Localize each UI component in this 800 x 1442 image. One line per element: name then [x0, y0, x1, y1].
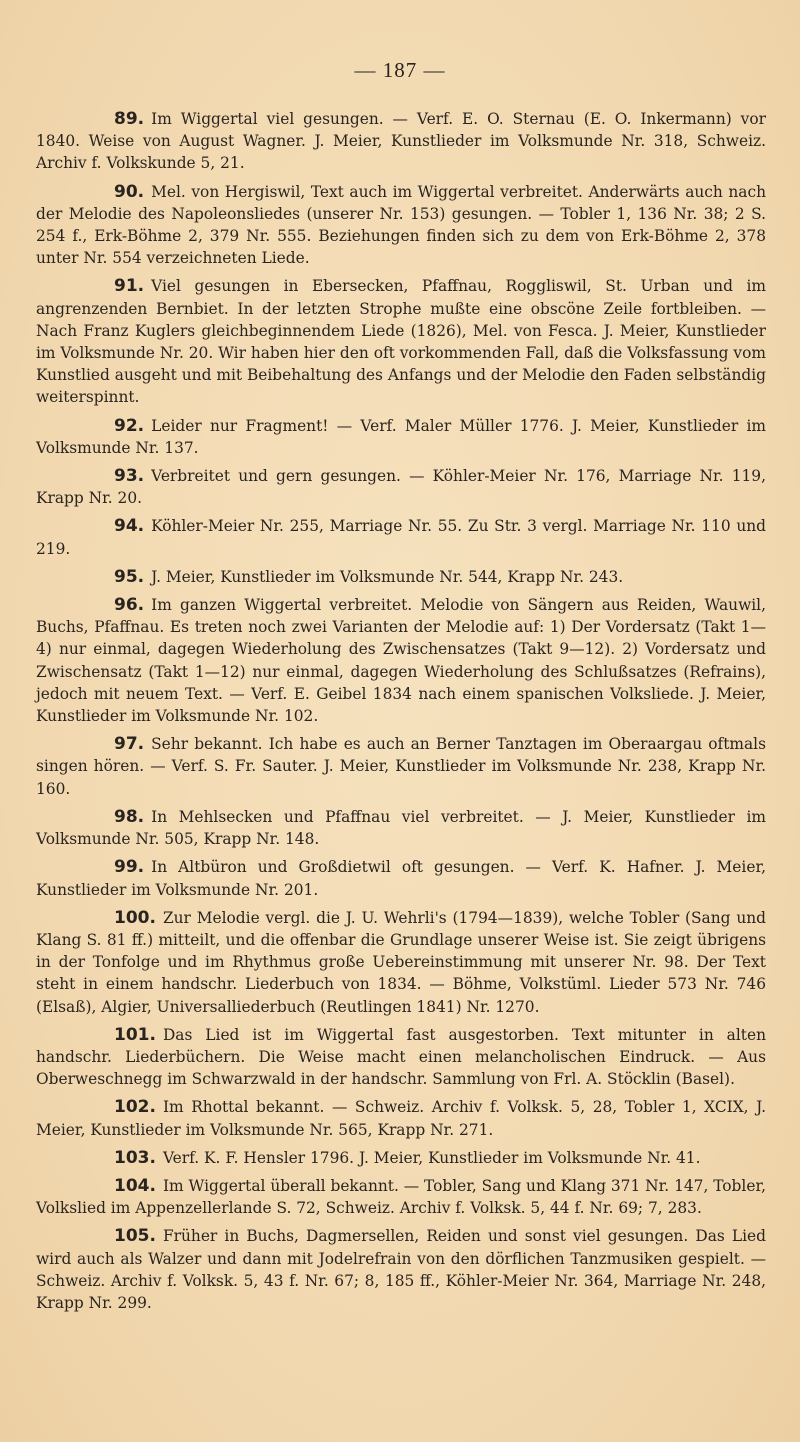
- note-entry: [36, 1147, 766, 1169]
- note-entry: [36, 415, 766, 459]
- note-entry: [36, 1096, 766, 1140]
- note-text: J. Meier, Kunstlieder im Volksmunde Nr. 544, Krapp Nr. 243.: [151, 567, 624, 586]
- note-text: Leider nur Fragment! — Verf. Maler Müller 1776. J. Meier, Kunstlieder im Volksmunde Nr. 137.: [36, 416, 766, 457]
- note-text: Das Lied ist im Wiggertal fast ausgestorben. Text mitunter in alten handschr. Liederbüchern. Die Weise macht einen melancholischen Eindruck. — Aus Oberweschnegg im Schwarzwald in der handschr. Sammlung von Frl. A. Stöcklin (Basel).: [36, 1025, 766, 1089]
- note-entry: [36, 594, 766, 727]
- note-text: In Mehlsecken und Pfaffnau viel verbreitet. — J. Meier, Kunstlieder im Volksmunde Nr. 505, Krapp Nr. 148.: [36, 807, 766, 849]
- note-entry: [36, 108, 766, 175]
- note-text: Im Rhottal bekannt. — Schweiz. Archiv f. Volksk. 5, 28, Tobler 1, XCIX, J. Meier, Kunstlieder im Volksmunde Nr. 565, Krapp Nr. 271.: [36, 1098, 766, 1139]
- note-text: Im ganzen Wiggertal verbreitet. Melodie von Sängern aus Reiden, Wauwil, Buchs, Pfaffnau. Es treten noch zwei Varianten der Melodie auf: 1) Der Vordersatz (Takt 1—4) nur einmal, dagegen Wiederholung des Zwischensatzes (Takt 9—12). 2) Vordersatz und Zwischensatz (Takt 1—12) nur einmal, dagegen Wiederholung des Schlußsatzes (Refrains), jedoch mit neuem Text. — Verf. E. Geibel 1834 nach einem spanischen Volksliede. J. Meier, Kunstlieder im Volksmunde Nr. 102.: [36, 596, 766, 726]
- note-number: 97.: [114, 734, 145, 755]
- page-number: — 187 —: [354, 58, 446, 82]
- note-entry: [36, 515, 766, 559]
- note-number: 92.: [114, 415, 145, 436]
- note-entry: [36, 733, 766, 800]
- note-text: Köhler-Meier Nr. 255, Marriage Nr. 55. Zu Str. 3 vergl. Marriage Nr. 110 und 219.: [36, 517, 766, 558]
- note-entry: [36, 566, 766, 588]
- note-number: 104.: [114, 1175, 156, 1196]
- note-number: 96.: [114, 595, 145, 616]
- note-text: Zur Melodie vergl. die J. U. Wehrli's (1794—1839), welche Tobler (Sang und Klang S. 81 ff.) mitteilt, und die offenbar die Grundlage unserer Weise ist. Sie zeigt übrigens in der Tonfolge und im Rhythmus große Uebereinstimmung mit unserer Nr. 98. Der Text steht in einem handschr. Liederbuch von 1834. — Böhme, Volkstüml. Lieder 573 Nr. 746 (Elsaß), Algier, Universalliederbuch (Reutlingen 1841) Nr. 1270.: [36, 908, 766, 1016]
- note-text: Verf. K. F. Hensler 1796. J. Meier, Kunstlieder im Volksmunde Nr. 41.: [162, 1148, 701, 1167]
- note-number: 93.: [114, 466, 145, 487]
- note-number: 94.: [114, 516, 145, 537]
- note-entry: [36, 856, 766, 900]
- note-text: Verbreitet und gern gesungen. — Köhler-Meier Nr. 176, Marriage Nr. 119, Krapp Nr. 20.: [36, 467, 766, 508]
- notes-list: [36, 108, 766, 1320]
- note-number: 101.: [114, 1024, 156, 1045]
- note-entry: [36, 181, 766, 270]
- note-entry: [36, 1225, 766, 1314]
- note-text: Früher in Buchs, Dagmersellen, Reiden und sonst viel gesungen. Das Lied wird auch als Walzer und dann mit Jodelrefrain von den dörflichen Tanzmusiken gespielt. — Schweiz. Archiv f. Volksk. 5, 43 f. Nr. 67; 8, 185 ff., Köhler-Meier Nr. 364, Marriage Nr. 248, Krapp Nr. 299.: [36, 1227, 766, 1312]
- note-text: Im Wiggertal überall bekannt. — Tobler, Sang und Klang 371 Nr. 147, Tobler, Volkslied im Appenzellerlande S. 72, Schweiz. Archiv f. Volksk. 5, 44 f. Nr. 69; 7, 283.: [36, 1176, 767, 1218]
- note-number: 102.: [114, 1097, 156, 1118]
- note-text: Im Wiggertal viel gesungen. — Verf. E. O. Sternau (E. O. Inkermann) vor 1840. Weise von August Wagner. J. Meier, Kunstlieder im Volksmunde Nr. 318, Schweiz. Archiv f. Volkskunde 5, 21.: [36, 110, 766, 173]
- note-number: 105.: [114, 1226, 156, 1247]
- note-entry: [36, 1175, 766, 1219]
- note-number: 103.: [114, 1147, 156, 1168]
- note-number: 98.: [114, 806, 145, 827]
- note-text: Sehr bekannt. Ich habe es auch an Berner Tanztagen im Oberaargau oftmals singen hören. — Verf. S. Fr. Sauter. J. Meier, Kunstlieder im Volksmunde Nr. 238, Krapp Nr. 160.: [36, 735, 766, 798]
- note-text: Mel. von Hergiswil, Text auch im Wiggertal verbreitet. Anderwärts auch nach der Melodie des Napoleonsliedes (unserer Nr. 153) gesungen. — Tobler 1, 136 Nr. 38; 2 S. 254 f., Erk-Böhme 2, 379 Nr. 555. Beziehungen finden sich zu dem von Erk-Böhme 2, 378 unter Nr. 554 verzeichneten Liede.: [36, 182, 766, 268]
- note-number: 89.: [114, 109, 145, 129]
- note-number: 100.: [114, 907, 156, 928]
- note-number: 99.: [114, 857, 145, 878]
- note-entry: [36, 806, 766, 850]
- note-entry: [36, 465, 766, 509]
- note-number: 90.: [114, 181, 145, 202]
- note-entry: [36, 1024, 766, 1091]
- note-text: Viel gesungen in Ebersecken, Pfaffnau, Roggliswil, St. Urban und im angrenzenden Bernbiet. In der letzten Strophe mußte eine obscöne Zeile fortbleiben. — Nach Franz Kuglers gleichbeginnendem Liede (1826), Mel. von Fesca. J. Meier, Kunstlieder im Volksmunde Nr. 20. Wir haben hier den oft vorkommenden Fall, daß die Volksfassung vom Kunstlied ausgeht und mit Beibehaltung des Anfangs und der Melodie den Faden selbständig weiterspinnt.: [36, 277, 766, 407]
- note-entry: [36, 275, 766, 408]
- note-text: In Altbüron und Großdietwil oft gesungen. — Verf. K. Hafner. J. Meier, Kunstlieder im Volksmunde Nr. 201.: [36, 858, 766, 899]
- note-entry: [36, 907, 766, 1018]
- note-number: 95.: [114, 566, 145, 587]
- note-number: 91.: [114, 276, 145, 297]
